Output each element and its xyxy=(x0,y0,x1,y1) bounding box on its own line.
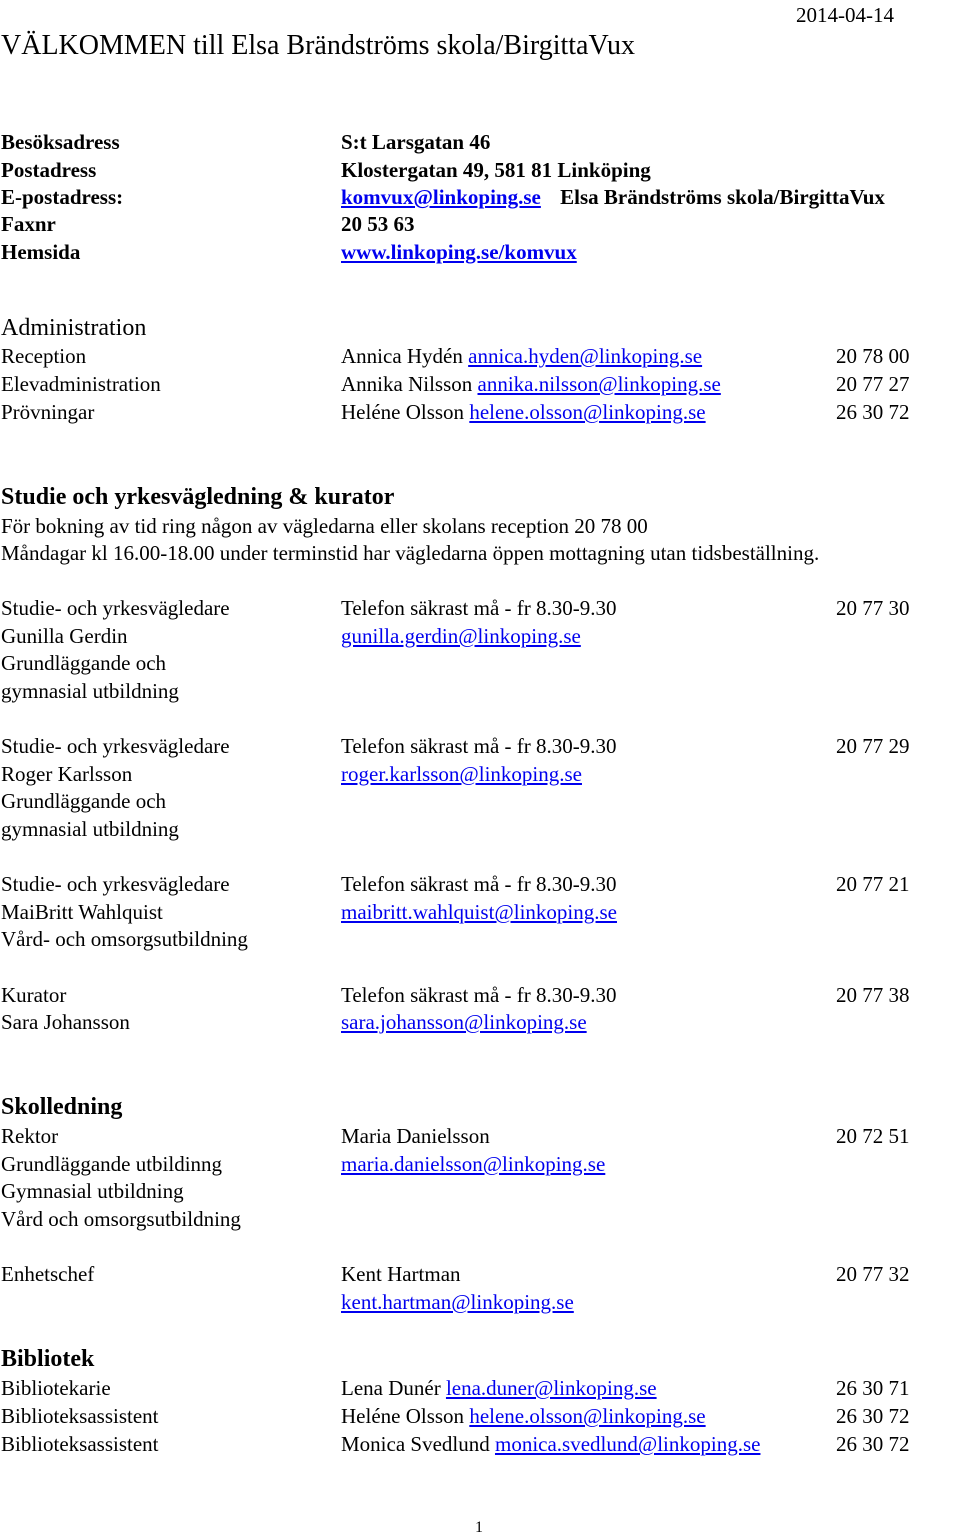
admin-name: Heléne Olsson xyxy=(341,400,465,424)
chief-title: Enhetschef xyxy=(1,1262,95,1286)
rektor-area: Gymnasial utbildning xyxy=(1,1179,184,1203)
rektor-phone: 20 72 51 xyxy=(836,1124,910,1148)
library-name: Monica Svedlund xyxy=(341,1432,490,1456)
guidance-info-line: För bokning av tid ring någon av vägledarna eller skolans reception 20 78 00 xyxy=(1,514,648,538)
email-row xyxy=(341,187,885,208)
postal-address-value: Klostergatan 49, 581 81 Linköping xyxy=(341,158,651,182)
admin-role: Reception xyxy=(1,344,87,368)
counselor-area: Vård- och omsorgsutbildning xyxy=(1,927,248,951)
counselor-hours: Telefon säkrast må - fr 8.30-9.30 xyxy=(341,596,617,620)
counselor-phone: 20 77 38 xyxy=(836,983,910,1007)
administration-heading: Administration xyxy=(1,315,147,341)
website-label: Hemsida xyxy=(1,240,81,264)
counselor-email-link[interactable]: maibritt.wahlquist@linkoping.se xyxy=(341,900,617,924)
admin-phone: 20 78 00 xyxy=(836,344,910,368)
leadership-heading: Skolledning xyxy=(1,1094,123,1120)
admin-phone: 20 77 27 xyxy=(836,372,910,396)
counselor-email-link[interactable]: roger.karlsson@linkoping.se xyxy=(341,762,582,786)
chief-phone: 20 77 32 xyxy=(836,1262,910,1286)
library-heading: Bibliotek xyxy=(1,1346,95,1372)
school-email-link[interactable]: komvux@linkoping.se xyxy=(341,185,541,209)
admin-phone: 26 30 72 xyxy=(836,400,910,424)
counselor-hours: Telefon säkrast må - fr 8.30-9.30 xyxy=(341,734,617,758)
counselor-title: Kurator xyxy=(1,983,67,1007)
visit-address-value: S:t Larsgatan 46 xyxy=(341,130,491,154)
counselor-phone: 20 77 21 xyxy=(836,872,910,896)
counselor-email-link[interactable]: sara.johansson@linkoping.se xyxy=(341,1010,587,1034)
library-role: Biblioteksassistent xyxy=(1,1404,159,1428)
counselor-name: Sara Johansson xyxy=(1,1010,130,1034)
counselor-email-link[interactable]: gunilla.gerdin@linkoping.se xyxy=(341,624,581,648)
fax-value: 20 53 63 xyxy=(341,212,415,236)
admin-role: Elevadministration xyxy=(1,372,161,396)
admin-email-link[interactable]: helene.olsson@linkoping.se xyxy=(469,400,706,424)
library-role: Bibliotekarie xyxy=(1,1376,111,1400)
counselor-name: Roger Karlsson xyxy=(1,762,133,786)
library-phone: 26 30 71 xyxy=(836,1376,910,1400)
guidance-info-line: Måndagar kl 16.00-18.00 under terminstid har vägledarna öppen mottagning utan tidsbeställning. xyxy=(1,541,820,565)
counselor-title: Studie- och yrkesvägledare xyxy=(1,596,230,620)
rektor-name: Maria Danielsson xyxy=(341,1124,490,1148)
counselor-area: gymnasial utbildning xyxy=(1,817,179,841)
website-link[interactable]: www.linkoping.se/komvux xyxy=(341,240,577,264)
library-email-link[interactable]: lena.duner@linkoping.se xyxy=(445,1376,657,1400)
admin-contact xyxy=(341,374,721,395)
library-phone: 26 30 72 xyxy=(836,1404,910,1428)
guidance-heading: Studie och yrkesvägledning & kurator xyxy=(1,484,395,510)
library-contact xyxy=(341,1434,760,1455)
library-contact xyxy=(341,1406,706,1427)
counselor-hours: Telefon säkrast må - fr 8.30-9.30 xyxy=(341,872,617,896)
counselor-area: Grundläggande och xyxy=(1,789,167,813)
rektor-email-link[interactable]: maria.danielsson@linkoping.se xyxy=(341,1152,606,1176)
admin-role: Prövningar xyxy=(1,400,95,424)
admin-name: Annica Hydén xyxy=(341,344,463,368)
admin-email-link[interactable]: annika.nilsson@linkoping.se xyxy=(477,372,721,396)
email-suffix: Elsa Brändströms skola/BirgittaVux xyxy=(560,185,885,209)
page-number: 1 xyxy=(475,1519,483,1536)
library-contact xyxy=(341,1378,657,1399)
admin-contact xyxy=(341,402,706,423)
rektor-area: Grundläggande utbildinng xyxy=(1,1152,223,1176)
counselor-name: MaiBritt Wahlquist xyxy=(1,900,163,924)
rektor-area: Vård och omsorgsutbildning xyxy=(1,1207,241,1231)
chief-name: Kent Hartman xyxy=(341,1262,461,1286)
chief-email-link[interactable]: kent.hartman@linkoping.se xyxy=(341,1290,574,1314)
counselor-area: Grundläggande och xyxy=(1,651,167,675)
counselor-hours: Telefon säkrast må - fr 8.30-9.30 xyxy=(341,983,617,1007)
email-label: E-postadress: xyxy=(1,185,124,209)
library-name: Heléne Olsson xyxy=(341,1404,465,1428)
admin-name: Annika Nilsson xyxy=(341,372,473,396)
document-date: 2014-04-14 xyxy=(796,3,894,27)
library-phone: 26 30 72 xyxy=(836,1432,910,1456)
library-email-link[interactable]: monica.svedlund@linkoping.se xyxy=(494,1432,761,1456)
postal-address-label: Postadress xyxy=(1,158,97,182)
fax-label: Faxnr xyxy=(1,212,56,236)
library-email-link[interactable]: helene.olsson@linkoping.se xyxy=(469,1404,706,1428)
counselor-title: Studie- och yrkesvägledare xyxy=(1,734,230,758)
visit-address-label: Besöksadress xyxy=(1,130,120,154)
rektor-title: Rektor xyxy=(1,1124,59,1148)
counselor-title: Studie- och yrkesvägledare xyxy=(1,872,230,896)
counselor-phone: 20 77 30 xyxy=(836,596,910,620)
admin-contact xyxy=(341,346,702,367)
admin-email-link[interactable]: annica.hyden@linkoping.se xyxy=(468,344,703,368)
counselor-area: gymnasial utbildning xyxy=(1,679,179,703)
library-role: Biblioteksassistent xyxy=(1,1432,159,1456)
library-name: Lena Dunér xyxy=(341,1376,441,1400)
page-title: VÄLKOMMEN till Elsa Brändströms skola/BirgittaVux xyxy=(1,30,635,61)
counselor-phone: 20 77 29 xyxy=(836,734,910,758)
counselor-name: Gunilla Gerdin xyxy=(1,624,128,648)
